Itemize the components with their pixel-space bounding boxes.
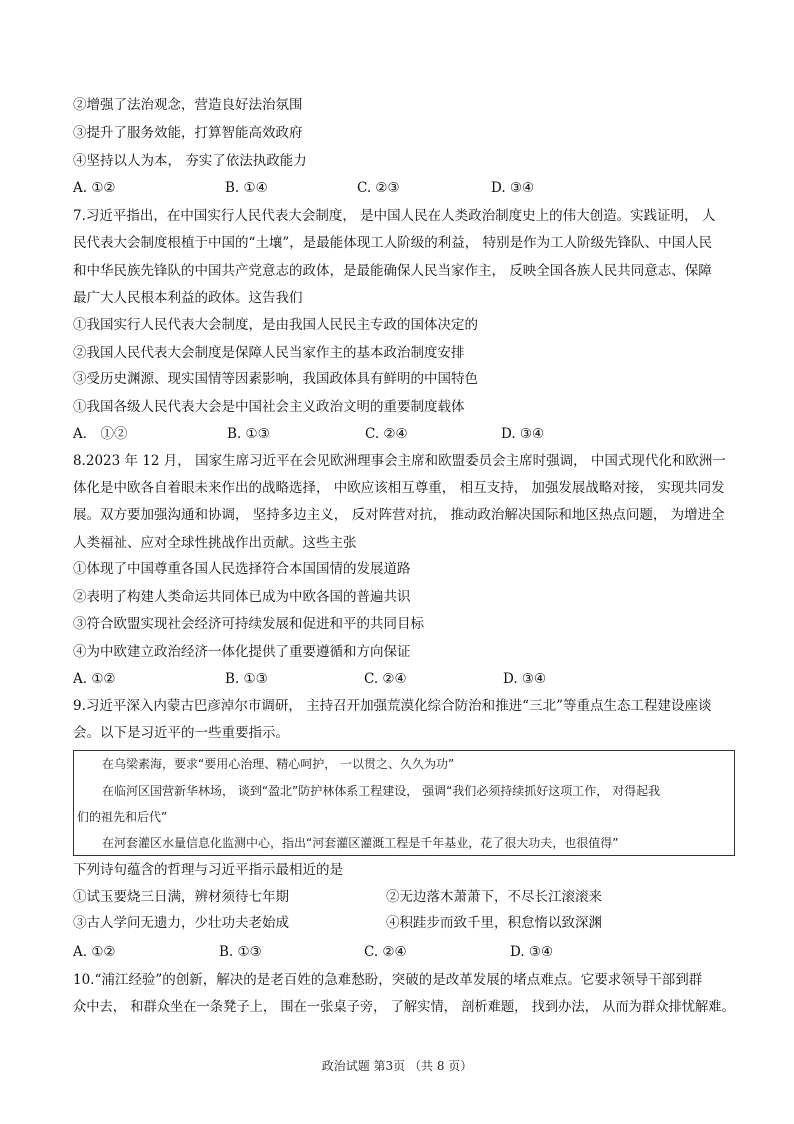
option-d: D. ③④	[501, 426, 545, 442]
option-c: C. ②④	[365, 426, 408, 442]
option-c: C. ②④	[364, 671, 407, 687]
option-b: B. ①③	[225, 671, 268, 687]
option-a: A. ①②	[73, 671, 116, 687]
q8-item: ④为中欧建立政治经济一体化提供了重要遵循和方向保证	[73, 644, 411, 660]
q8-stem-line: 8.2023 年 12 月， 国家生席习近平在会见欧洲理事会主席和欧盟委员会主席时强调， 中国式现代化和欧洲一	[73, 453, 726, 469]
q7-item: ②我国人民代表大会制度是保障人民当家作主的基本政治制度安排	[73, 345, 465, 361]
q8-item: ②表明了构建人类命运共同体已成为中欧各国的普遍共识	[73, 589, 411, 605]
quote-line: 在河套灌区水量信息化监测中心，指出“河套灌区灌溉工程是千年基业，花了很大功夫，也很值得”	[102, 836, 619, 850]
q9-question: 下列诗句蕴含的哲理与习近平指示最相近的是	[73, 862, 343, 878]
option-a: A． ①②	[73, 426, 128, 442]
q7-stem-line: 民代表大会制度根植于中国的“土壤”，是最能体现工人阶级的利益， 特别是作为工人阶级先锋队、中国人民	[73, 235, 713, 251]
q9-item: ③古人学问无遗力，少壮功夫老始成	[73, 915, 289, 931]
quote-line: 在临河区国营新华林场， 谈到“盈北”防护林体系工程建设， 强调“我们必须持续抓好这项工作， 对得起我	[102, 784, 661, 798]
page-footer: 政治试题 第3页 （共 8 页）	[321, 1059, 473, 1073]
q6-item: ③提升了服务效能，打算智能高效政府	[73, 125, 303, 141]
q7-stem-line: 7.习近平指出，在中国实行人民代表大会制度， 是中国人民在人类政治制度史上的伟大创造。实践证明， 人	[73, 208, 716, 224]
q8-stem-line: 人类福祉、应对全球性挑战作出贡献。这些主张	[73, 535, 357, 551]
q9-stem-line: 会。以下是习近平的一些重要指示。	[73, 725, 289, 741]
q8-item: ①体现了中国尊重各国人民选择符合本国国情的发展道路	[73, 561, 411, 577]
option-d: D. ③④	[510, 944, 554, 960]
option-c: C. ②③	[357, 180, 400, 196]
quote-line: 在乌梁素海，要求“要用心治理、精心呵护， 一以贯之、久久为功”	[102, 757, 455, 771]
q10-stem-line: 众中去， 和群众坐在一条凳子上， 围在一张桌子旁， 了解实情， 剖析难题， 找到办法， 从而为群众排忧解难。	[73, 999, 735, 1015]
option-a: A. ①②	[73, 180, 116, 196]
q8-stem-line: 展。双方要加强沟通和协调， 坚持多边主义， 反对阵营对抗， 推动政治解决国际和地区热点问题， 为增进全	[73, 507, 725, 523]
q10-stem-line: 10.“浦江经验”的创新，解决的是老百姓的急难愁盼，突破的是改革发展的堵点难点。它要求领导干部到群	[73, 972, 703, 988]
q7-stem-line: 和中华民族先锋队的中国共产党意志的政体，是最能确保人民当家作主， 反映全国各族人民共同意志、保障	[73, 263, 712, 279]
q7-item: ③受历史渊源、现实国情等因素影响，我国政体具有鲜明的中国特色	[73, 371, 478, 387]
q6-item: ④坚持以人为本， 夯实了依法执政能力	[73, 153, 307, 169]
quote-box	[73, 750, 735, 856]
option-c: C. ②④	[364, 944, 407, 960]
option-b: B. ①④	[225, 180, 268, 196]
q9-item: ②无边落木萧萧下，不尽长江滚滚来	[386, 889, 602, 905]
q7-stem-line: 最广大人民根本利益的政体。这告我们	[73, 290, 303, 306]
option-d: D. ③④	[503, 671, 547, 687]
q9-stem-line: 9.习近平深入内蒙古巴彦淖尔市调研， 主持召开加强荒漠化综合防治和推进“三北”等重点生态工程建设座谈	[73, 698, 712, 714]
option-b: B. ①③	[227, 426, 270, 442]
quote-line: 们的祖先和后代”	[77, 810, 168, 824]
option-a: A. ①②	[73, 944, 116, 960]
q8-stem-line: 体化是中欧各自着眼未来作出的战略选择， 中欧应该相互尊重， 相互支持， 加强发展战略对接， 实现共同发	[73, 480, 725, 496]
q9-item: ①试玉要烧三日满，辨材须待七年期	[73, 889, 289, 905]
option-d: D. ③④	[491, 180, 535, 196]
q7-item: ①我国各级人民代表大会是中国社会主义政治文明的重要制度载体	[73, 399, 465, 415]
q7-item: ①我国实行人民代表大会制度，是由我国人民民主专政的国体决定的	[73, 317, 478, 333]
q8-item: ③符合欧盟实现社会经济可持续发展和促进和平的共同目标	[73, 616, 424, 632]
option-b: B. ①③	[219, 944, 262, 960]
q9-item: ④积跬步而致千里，积怠惰以致深渊	[386, 915, 602, 931]
q6-item: ②增强了法治观念，营造良好法治氛围	[73, 97, 303, 113]
